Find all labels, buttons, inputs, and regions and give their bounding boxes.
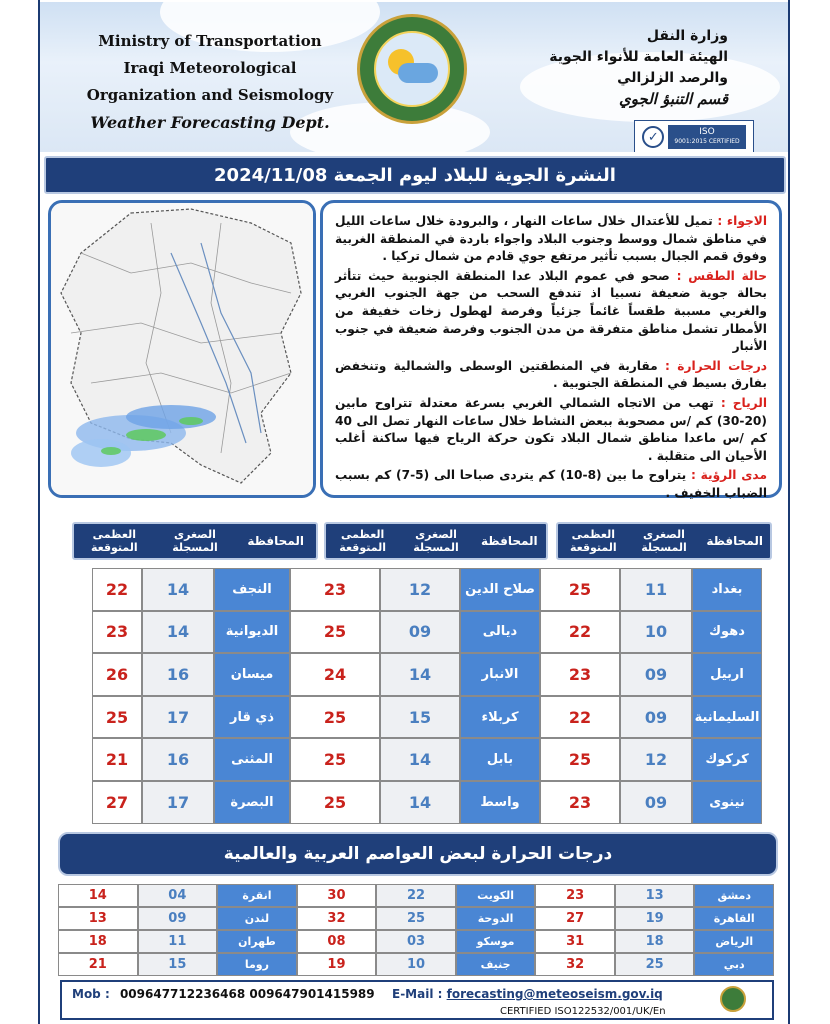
department-name: Weather Forecasting Dept. [90,113,330,132]
capital-max-temp: 21 [58,953,138,976]
header-max: العظمى المتوقعة [339,528,387,554]
province-min-temp: 09 [380,611,460,654]
province-max-temp: 22 [540,611,620,654]
capital-max-temp: 32 [535,953,615,976]
temperature-text: مقاربة في المنطقتين الوسطى والشمالية وتنخفض بفارق بسيط في المنطقة الجنوبية . [335,358,767,391]
header-max: العظمى المتوقعة [569,528,617,554]
capital-max-temp: 23 [535,884,615,907]
province-name: نينوى [692,781,762,824]
check-icon: ✓ [642,126,664,148]
capital-max-temp: 19 [297,953,377,976]
province-max-temp: 24 [290,653,380,696]
header-min: الصغرى المسجلة [641,528,687,554]
province-max-temp: 22 [540,696,620,739]
province-max-temp: 23 [540,653,620,696]
column-header-group [556,522,772,560]
province-min-temp: 16 [142,738,214,781]
province-min-temp: 14 [380,738,460,781]
province-name: ديالى [460,611,540,654]
capital-min-temp: 10 [376,953,456,976]
ministry-name: Ministry of Transportation [98,32,322,50]
iso-sub-label: 9001:2015 CERTIFIED [674,138,740,145]
wind-paragraph [335,395,767,465]
capital-min-temp: 04 [138,884,218,907]
province-max-temp: 25 [540,738,620,781]
footer-logo [720,986,746,1012]
province-max-temp: 23 [290,568,380,611]
bulletin-title: النشرة الجوية للبلاد ليوم الجمعة 2024/11/08 [44,156,786,194]
capital-name: روما [217,953,297,976]
iso-label-box [668,125,745,149]
cloud-icon [398,63,438,83]
capital-min-temp: 19 [615,907,695,930]
province-max-temp: 25 [290,781,380,824]
province-name: دهوك [692,611,762,654]
state-label: حالة الطقس : [676,268,767,283]
header-province: المحافظة [481,533,538,548]
header-banner [40,2,788,152]
weather-text: تميل للأعتدال خلال ساعات النهار ، والبرودة خلال ساعات الليل في مناطق شمال ووسط وجنوب البلاد واجواء باردة في المنطقة الغربية وفوق قمم الجبال بسبب تأثير مرتفع جوي قادم من شمال تركيا . [335,214,767,264]
province-min-temp: 11 [620,568,692,611]
department-name-ar: قسم التنبؤ الجوي [619,90,728,108]
map-svg [51,203,313,495]
state-text: صحو في عموم البلاد عدا المنطقة الجنوبية حيث تتأثر بحالة جوية ضعيفة نسبيا اذ تندفع السحب من جهة الجنوب الغربي والغربي مسببة طقساً غائماً جزئياً وفرصة لهطول زخات خفيفة من الأمطار تشمل مناطق متفرقة من مدن الجنوب وفرصة ضعيفة في جنوب الأنبار [335,268,767,354]
capital-max-temp: 31 [535,930,615,953]
capital-max-temp: 30 [297,884,377,907]
wind-text: تهب من الاتجاه الشمالي الغربي بسرعة معتدلة تتراوح مابين (20-30) كم /س مصحوبة ببعض النشاط خلال ساعات النهار تصل الى 40 كم /س ماعدا مناطق شمال البلاد تكون حركة الرياح فيها ساكنة أغلب الأحيان الى متقلبة . [335,395,767,463]
temperature-label: درجات الحرارة : [665,358,767,373]
state-paragraph [335,268,767,356]
capital-min-temp: 25 [615,953,695,976]
certificate-number: CERTIFIED ISO122532/001/UK/En [500,1006,666,1017]
capital-max-temp: 13 [58,907,138,930]
mobile-numbers: 009647712236468 009647901415989 [119,987,375,1001]
capital-min-temp: 15 [138,953,218,976]
province-max-temp: 23 [540,781,620,824]
capital-min-temp: 09 [138,907,218,930]
province-min-temp: 10 [620,611,692,654]
capital-min-temp: 22 [376,884,456,907]
province-name: النجف [214,568,290,611]
province-name: كربلاء [460,696,540,739]
province-min-temp: 15 [380,696,460,739]
province-min-temp: 17 [142,696,214,739]
email-link[interactable]: forecasting@meteoseism.gov.iq [446,987,663,1001]
header-max: العظمى المتوقعة [90,528,138,554]
capital-min-temp: 03 [376,930,456,953]
email-label: E-Mail : [392,987,443,1001]
iso-certification-badge [634,120,754,152]
ministry-name-ar: وزارة النقل [646,28,728,44]
province-max-temp: 23 [92,611,142,654]
province-name: الديوانية [214,611,290,654]
iso-label: ISO [699,127,715,137]
org-name-ar-line2: والرصد الزلزالي [617,70,728,86]
province-name: الانبار [460,653,540,696]
capitals-temperature-table [58,884,774,976]
mobile-contact [72,987,375,1001]
capital-min-temp: 18 [615,930,695,953]
visibility-label: مدى الرؤية : [690,468,767,483]
province-max-temp: 25 [290,611,380,654]
capital-name: الرياض [694,930,774,953]
capital-min-temp: 11 [138,930,218,953]
arabic-org-name [468,26,728,110]
province-name: صلاح الدين [460,568,540,611]
province-max-temp: 25 [540,568,620,611]
capital-name: لندن [217,907,297,930]
forecast-text-panel [320,200,782,498]
weather-paragraph [335,213,767,266]
mobile-label: Mob : [72,987,110,1001]
province-max-temp: 21 [92,738,142,781]
column-header-group [72,522,318,560]
province-min-temp: 17 [142,781,214,824]
province-name: المثنى [214,738,290,781]
province-max-temp: 22 [92,568,142,611]
capital-name: دبي [694,953,774,976]
capital-max-temp: 14 [58,884,138,907]
capital-min-temp: 13 [615,884,695,907]
header-province: المحافظة [247,533,304,548]
province-max-temp: 25 [92,696,142,739]
province-name: ذي قار [214,696,290,739]
organization-logo [357,14,467,124]
province-name: بابل [460,738,540,781]
visibility-paragraph [335,467,767,502]
email-contact [392,987,663,1001]
capital-max-temp: 27 [535,907,615,930]
province-min-temp: 12 [380,568,460,611]
org-name-ar-line1: الهيئة العامة للأنواء الجوية [549,49,728,65]
capital-max-temp: 32 [297,907,377,930]
wind-label: الرياح : [720,395,768,410]
province-name: بغداد [692,568,762,611]
province-name: واسط [460,781,540,824]
province-min-temp: 09 [620,696,692,739]
capital-name: موسكو [456,930,536,953]
visibility-text: يتراوح ما بين (8-10) كم يتردى صباحا الى (5-7) كم بسبب الضباب الخفيف . [335,468,767,500]
province-name: ميسان [214,653,290,696]
province-name: كركوك [692,738,762,781]
temperature-paragraph [335,358,767,393]
header-min: الصغرى المسجلة [172,528,218,554]
english-org-name [80,28,340,132]
logo-emblem [374,31,450,107]
capital-min-temp: 25 [376,907,456,930]
province-min-temp: 14 [380,653,460,696]
capital-max-temp: 18 [58,930,138,953]
capital-name: طهران [217,930,297,953]
column-header-group [324,522,548,560]
header-min: الصغرى المسجلة [413,528,459,554]
capital-max-temp: 08 [297,930,377,953]
province-min-temp: 14 [142,611,214,654]
province-max-temp: 27 [92,781,142,824]
province-name: البصرة [214,781,290,824]
capital-name: الكويت [456,884,536,907]
province-min-temp: 16 [142,653,214,696]
iraq-map [48,200,316,498]
capital-name: الدوحة [456,907,536,930]
capital-name: انقرة [217,884,297,907]
capitals-title: درجات الحرارة لبعض العواصم العربية والعالمية [58,832,778,876]
org-name-line2: Organization and Seismology [86,86,334,104]
province-min-temp: 09 [620,781,692,824]
province-min-temp: 14 [142,568,214,611]
header-province: المحافظة [706,533,763,548]
weather-label: الاجواء : [717,214,768,228]
footer-contact [60,980,774,1020]
province-min-temp: 14 [380,781,460,824]
province-max-temp: 26 [92,653,142,696]
capital-name: دمشق [694,884,774,907]
province-min-temp: 12 [620,738,692,781]
province-min-temp: 09 [620,653,692,696]
province-max-temp: 25 [290,738,380,781]
capital-name: جنيف [456,953,536,976]
province-name: اربيل [692,653,762,696]
org-name-line1: Iraqi Meteorological [123,59,297,77]
capital-name: القاهرة [694,907,774,930]
province-max-temp: 25 [290,696,380,739]
province-temperature-table [92,568,762,824]
province-name: السليمانية [692,696,762,739]
